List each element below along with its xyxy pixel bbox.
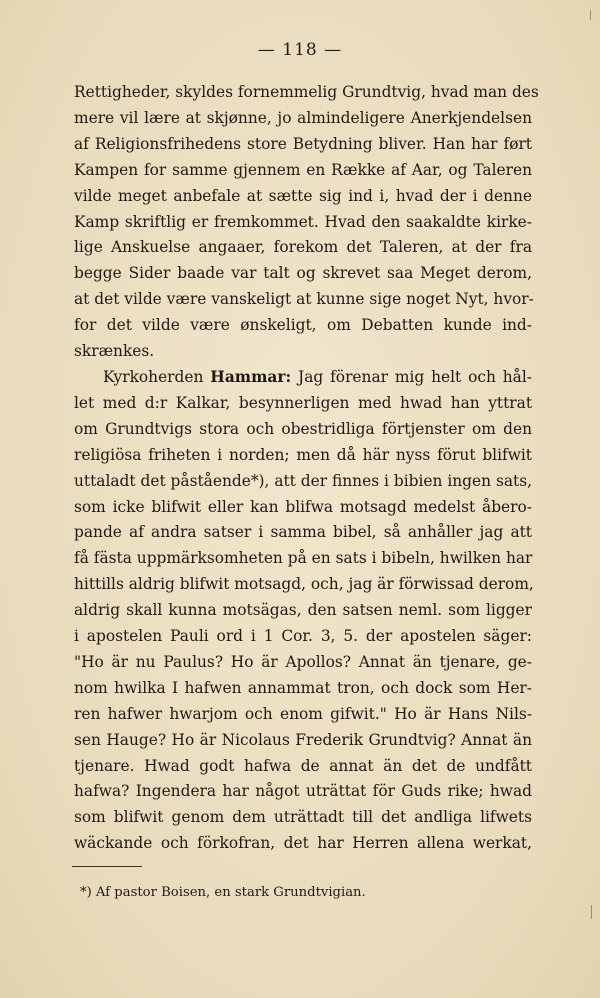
scan-mark [591, 905, 592, 919]
text-line: skrænkes. [74, 342, 155, 361]
footnote-rule [72, 866, 142, 867]
body-text [74, 80, 539, 857]
text-line: uttaladt det påstående*), att der finnes i bibien ingen sats, [74, 471, 532, 490]
speaker-line-rest: Jag förenar mig helt och hål- [298, 367, 532, 386]
speaker-title: Kyrkoherden [103, 367, 204, 386]
text-line: Kampen for samme gjennem en Række af Aar, og Taleren [74, 160, 532, 179]
text-line: sen Hauge? Ho är Nicolaus Frederik Grundtvig? Annat än [74, 730, 532, 749]
text-line: ren hafwer hwarjom och enom gifwit." Ho är Hans Nils- [74, 704, 532, 723]
text-line: "Ho är nu Paulus? Ho är Apollos? Annat än tjenare, ge- [74, 652, 532, 671]
text-line: tjenare. Hwad godt hafwa de annat än det de undfått [74, 756, 532, 775]
text-line: hittills aldrig blifwit motsagd, och, jag är förwissad derom, [74, 575, 534, 594]
text-line: af Religionsfrihedens store Betydning bliver. Han har ført [74, 134, 532, 153]
text-line: begge Sider baade var talt og skrevet saa Meget derom, [74, 264, 532, 283]
text-line: nom hwilka I hafwen annammat tron, och dock som Her- [74, 678, 532, 697]
text-line: hafwa? Ingendera har något uträttat för Guds rike; hwad [74, 782, 532, 801]
text-line: mere vil lære at skjønne, jo almindeligere Anerkjendelsen [74, 108, 532, 127]
scan-mark [590, 10, 591, 20]
text-line: om Grundtvigs stora och obestridliga förtjenster om den [74, 419, 532, 438]
text-line: vilde meget anbefale at sætte sig ind i, hvad der i denne [74, 186, 532, 205]
text-line: Rettigheder, skyldes fornemmelig Grundtvig, hvad man des [74, 83, 539, 101]
text-line: aldrig skall kunna motsägas, den satsen neml. som ligger [74, 601, 532, 620]
text-line: som blifwit genom dem uträttadt till det andliga lifwets [74, 808, 532, 827]
speaker-name: Hammar: [210, 367, 292, 386]
speaker-line [74, 365, 532, 391]
text-line: religiösa friheten i norden; men då här nyss förut blifwit [74, 445, 532, 464]
text-line: at det vilde være vanskeligt at kunne sige noget Nyt, hvor- [74, 290, 534, 309]
text-line: få fästa uppmärksomheten på en sats i bibeln, hwilken har [74, 549, 533, 568]
text-line: i apostelen Pauli ord i 1 Cor. 3, 5. der apostelen säger: [74, 627, 532, 646]
text-line: lige Anskuelse angaaer, forekom det Taleren, at der fra [74, 238, 532, 257]
text-line: let med d:r Kalkar, besynnerligen med hwad han yttrat [74, 393, 532, 412]
footnote: *) Af pastor Boisen, en stark Grundtvigian. [80, 885, 366, 900]
text-line: Kamp skriftlig er fremkommet. Hvad den saakaldte kirke- [74, 212, 532, 231]
text-line: pande af andra satser i samma bibel, så anhåller jag att [74, 523, 532, 542]
text-line: for det vilde være ønskeligt, om Debatten kunde ind- [74, 316, 532, 335]
text-line: wäckande och förkofran, det har Herren allena werkat, [74, 834, 532, 853]
text-line: som icke blifwit eller kan blifwa motsagd medelst åbero- [74, 497, 532, 516]
page-number: — 118 — [257, 40, 343, 60]
